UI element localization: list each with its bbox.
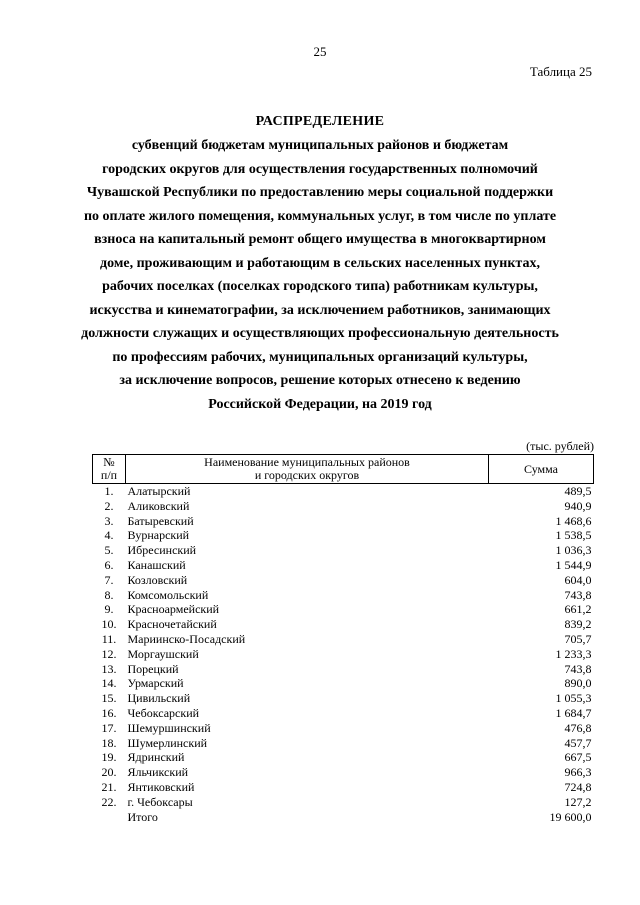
row-number: 22. xyxy=(101,794,117,809)
table-body xyxy=(93,484,594,825)
row-number xyxy=(93,810,126,825)
row-number: 16. xyxy=(101,705,117,720)
row-sum: 476,8 xyxy=(564,720,592,735)
row-sum: 743,8 xyxy=(564,661,592,676)
row-sum: 1 538,5 xyxy=(555,528,592,543)
row-number: 14. xyxy=(101,676,117,691)
row-sum: 966,3 xyxy=(564,765,592,780)
row-number: 12. xyxy=(101,646,117,661)
row-name: Мариинско-Посадский xyxy=(127,631,246,646)
table-row xyxy=(93,691,594,706)
table-row xyxy=(93,573,594,588)
subtitle-line: взноса на капитальный ремонт общего имущества в многоквартирном xyxy=(94,232,546,247)
row-sum: 489,5 xyxy=(564,484,592,498)
distribution-table xyxy=(92,454,594,824)
row-name: Батыревский xyxy=(127,513,194,528)
header-sum: Сумма xyxy=(489,455,594,484)
subtitle-line: за исключение вопросов, решение которых отнесено к ведению xyxy=(119,373,521,388)
header-name-line1: Наименование муниципальных районов xyxy=(204,455,410,469)
header-number-line1: № xyxy=(103,455,115,469)
row-name: Комсомольский xyxy=(127,587,209,602)
row-sum: 839,2 xyxy=(564,617,592,632)
row-name: Аликовский xyxy=(127,498,190,513)
header-name xyxy=(126,455,489,484)
header-number xyxy=(93,455,126,484)
table-row xyxy=(93,765,594,780)
row-number: 11. xyxy=(101,631,117,646)
row-name: Алатырский xyxy=(127,484,191,498)
table-row xyxy=(93,499,594,514)
header-number-line2: п/п xyxy=(100,468,118,482)
subtitle-line: рабочих поселках (поселках городского типа) работникам культуры, xyxy=(102,279,538,294)
table-label: Таблица 25 xyxy=(529,64,592,79)
table-row xyxy=(93,647,594,662)
row-name: Моргаушский xyxy=(127,646,199,661)
header-row xyxy=(93,455,594,484)
row-name: Ядринский xyxy=(127,750,185,765)
table-row xyxy=(93,528,594,543)
row-name: Вурнарский xyxy=(127,528,190,543)
row-number: 18. xyxy=(101,735,117,750)
row-number: 17. xyxy=(101,720,117,735)
row-number: 6. xyxy=(104,557,114,572)
row-number: 7. xyxy=(104,572,114,587)
row-sum: 705,7 xyxy=(564,631,592,646)
subtitle-line: искусства и кинематографии, за исключением работников, занимающих xyxy=(89,302,551,318)
subtitle-line: по профессиям рабочих, муниципальных организаций культуры, xyxy=(112,349,528,365)
subtitle-line: должности служащих и осуществляющих профессиональную деятельность xyxy=(81,326,559,341)
table-row xyxy=(93,558,594,573)
table-row xyxy=(93,676,594,691)
table-row xyxy=(93,514,594,529)
row-sum: 743,8 xyxy=(564,587,592,602)
row-name: Шемуршинский xyxy=(127,720,211,735)
row-sum: 667,5 xyxy=(564,750,592,765)
subtitle-line: Чувашской Республики по предоставлению меры социальной поддержки xyxy=(86,185,554,200)
row-name: Шумерлинский xyxy=(127,735,208,750)
table-header xyxy=(93,455,594,484)
row-name: Урмарский xyxy=(127,676,184,691)
units-label: (тыс. рублей) xyxy=(526,439,594,453)
table-row xyxy=(93,617,594,632)
row-sum: 604,0 xyxy=(564,572,592,587)
table-row xyxy=(93,780,594,795)
table-row xyxy=(93,795,594,810)
subtitle-line: доме, проживающим и работающим в сельских населенных пунктах, xyxy=(100,255,540,271)
row-name: Ибресинский xyxy=(127,543,197,558)
row-sum: 890,0 xyxy=(564,676,592,691)
row-name: Канашский xyxy=(127,557,186,572)
row-number: 20. xyxy=(101,765,117,780)
subtitle-line: городских округов для осуществления государственных полномочий xyxy=(102,161,538,177)
row-number: 2. xyxy=(104,498,114,513)
row-number: 19. xyxy=(101,750,117,765)
page-number: 25 xyxy=(313,44,327,59)
row-number: 8. xyxy=(104,587,114,602)
table-row xyxy=(93,706,594,721)
table-row xyxy=(93,602,594,617)
row-name: Яльчикский xyxy=(127,765,189,780)
table-row xyxy=(93,588,594,603)
row-number: 21. xyxy=(101,779,117,794)
row-number: 4. xyxy=(104,528,114,543)
row-name: Козловский xyxy=(127,572,188,587)
row-sum: 724,8 xyxy=(564,779,592,794)
row-number: 1. xyxy=(104,484,114,498)
row-number: 10. xyxy=(101,617,117,632)
row-number: 3. xyxy=(104,513,114,528)
row-sum: 19 600,0 xyxy=(549,809,592,824)
row-sum: 1 544,9 xyxy=(555,557,592,572)
row-number: 15. xyxy=(101,691,117,706)
table-row xyxy=(93,484,594,499)
row-number: 5. xyxy=(104,543,114,558)
row-name: Чебоксарский xyxy=(127,705,200,720)
row-sum: 457,7 xyxy=(564,735,592,750)
subtitle-line: субвенций бюджетам муниципальных районов и бюджетам xyxy=(131,138,509,153)
row-sum: 127,2 xyxy=(564,794,592,809)
row-sum: 940,9 xyxy=(564,498,592,513)
subtitle-line: Российской Федерации, на 2019 год xyxy=(208,396,432,412)
row-name: Цивильский xyxy=(127,691,191,706)
row-name: Красноармейский xyxy=(127,602,220,617)
total-row xyxy=(93,810,594,825)
row-sum: 1 055,3 xyxy=(555,691,592,706)
header-name-line2: и городских округов xyxy=(254,468,360,482)
row-sum: 1 036,3 xyxy=(555,543,592,558)
row-sum: 1 684,7 xyxy=(555,705,592,720)
row-sum: 1 233,3 xyxy=(555,646,592,661)
subtitle-line: по оплате жилого помещения, коммунальных услуг, в том числе по уплате xyxy=(83,208,557,224)
row-number: 13. xyxy=(101,661,117,676)
table-row xyxy=(93,736,594,751)
table-row xyxy=(93,543,594,558)
row-name: г. Чебоксары xyxy=(127,794,193,809)
document-title: РАСПРЕДЕЛЕНИЕ xyxy=(255,114,385,129)
table-row xyxy=(93,721,594,736)
row-name: Красночетайский xyxy=(127,617,217,632)
row-number: 9. xyxy=(104,602,114,617)
table-row xyxy=(93,632,594,647)
table-row xyxy=(93,750,594,765)
row-sum: 661,2 xyxy=(564,602,592,617)
row-name: Янтиковский xyxy=(127,779,195,794)
row-sum: 1 468,6 xyxy=(555,513,592,528)
row-name: Итого xyxy=(127,809,158,824)
document-subtitle xyxy=(60,134,580,416)
row-name: Порецкий xyxy=(127,661,179,676)
table-row xyxy=(93,662,594,677)
